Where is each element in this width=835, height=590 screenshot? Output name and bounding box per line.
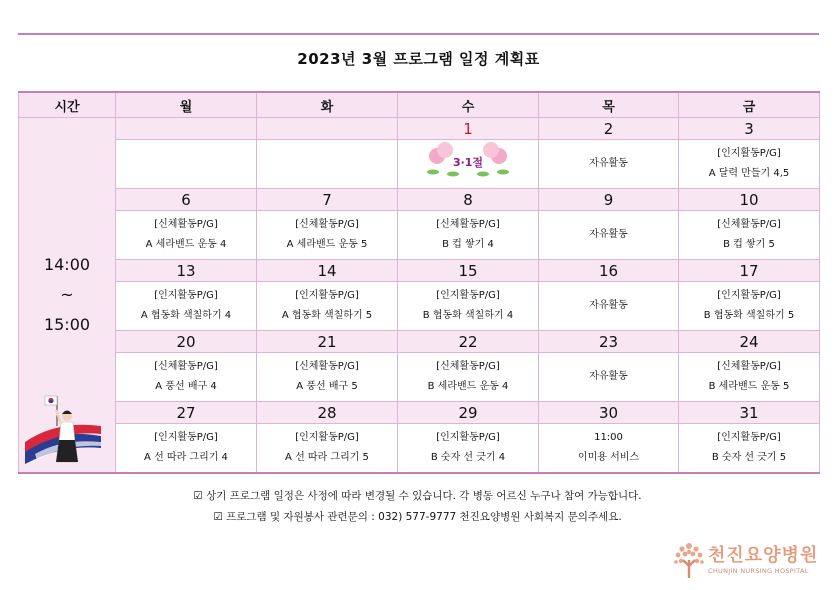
date-number: 17	[679, 260, 820, 282]
hospital-logo	[672, 540, 832, 580]
date-number: 22	[398, 331, 539, 353]
activity-category: 자유활동	[589, 158, 628, 169]
activity-cell	[679, 140, 820, 189]
header-thu: 목	[539, 92, 679, 118]
activity-detail: B 세라밴드 운동 5	[708, 381, 790, 392]
logo-name: 천진요양병원	[708, 545, 819, 566]
activity-cell	[398, 282, 539, 331]
activity-cell	[398, 211, 539, 260]
activity-cell	[257, 140, 398, 189]
header-tue: 화	[257, 92, 398, 118]
activity-cell	[539, 282, 679, 331]
note-2: ☑ 프로그램 및 자원봉사 관련문의 : 032) 577-9777 천진요양병원 사회복지 문의주세요.	[213, 511, 622, 523]
time-separator: ~	[60, 285, 74, 304]
date-number: 29	[398, 402, 539, 424]
header-wed: 수	[398, 92, 539, 118]
activity-cell	[679, 424, 820, 474]
activity-detail: A 풍선 배구 4	[155, 381, 217, 392]
date-number: 3	[679, 118, 820, 140]
date-number: 10	[679, 189, 820, 211]
activity-cell	[679, 211, 820, 260]
activity-detail: A 선 따라 그리기 4	[144, 452, 228, 463]
date-number: 24	[679, 331, 820, 353]
time-end: 15:00	[43, 315, 91, 334]
activity-detail: A 세라밴드 운동 4	[145, 239, 227, 250]
activity-cell	[539, 140, 679, 189]
activity-detail: B 숫자 선 긋기 5	[711, 452, 787, 463]
date-number: 21	[257, 331, 398, 353]
schedule-table	[18, 91, 820, 474]
activity-category: [신체활동P/G]	[436, 219, 500, 230]
date-number: 16	[539, 260, 679, 282]
activity-row	[19, 211, 820, 260]
activity-detail: B 컵 쌓기 4	[442, 239, 494, 250]
activity-cell	[116, 424, 257, 474]
activity-cell	[116, 282, 257, 331]
date-row	[19, 402, 820, 424]
activity-detail: A 협동화 색칠하기 5	[281, 310, 373, 321]
activity-category: [신체활동P/G]	[295, 219, 359, 230]
date-number: 7	[257, 189, 398, 211]
activity-category: [인지활동P/G]	[295, 290, 359, 301]
activity-category: [신체활동P/G]	[154, 361, 218, 372]
activity-category: [인지활동P/G]	[154, 432, 218, 443]
date-row	[19, 118, 820, 140]
activity-detail: B 협동화 색칠하기 5	[703, 310, 795, 321]
header-mon: 월	[116, 92, 257, 118]
date-number	[257, 118, 398, 140]
activity-row	[19, 424, 820, 474]
activity-cell	[398, 353, 539, 402]
samiljeol-label: 3·1절	[452, 156, 484, 169]
note-1: ☑ 상기 프로그램 일정은 사정에 따라 변경될 수 있습니다. 각 병동 어르신 누구나 참여 가능합니다.	[193, 490, 642, 502]
activity-detail: B 협동화 색칠하기 4	[422, 310, 514, 321]
activity-cell	[116, 211, 257, 260]
date-number: 27	[116, 402, 257, 424]
date-row	[19, 260, 820, 282]
activity-detail: 이미용 서비스	[577, 452, 640, 463]
header-time: 시간	[19, 92, 116, 118]
activity-category: [인지활동P/G]	[717, 290, 781, 301]
activity-row	[19, 140, 820, 189]
date-number: 15	[398, 260, 539, 282]
date-number: 1	[398, 118, 539, 140]
activity-category: 11:00	[594, 432, 623, 443]
date-number: 6	[116, 189, 257, 211]
activity-category: [신체활동P/G]	[717, 219, 781, 230]
activity-category: [인지활동P/G]	[717, 148, 781, 159]
time-cell	[19, 118, 116, 474]
activity-category: 자유활동	[589, 229, 628, 240]
activity-detail: B 숫자 선 긋기 4	[430, 452, 506, 463]
activity-cell	[398, 424, 539, 474]
activity-cell	[257, 353, 398, 402]
flag-waving-figure-image	[23, 392, 103, 468]
activity-cell	[539, 211, 679, 260]
date-number: 13	[116, 260, 257, 282]
date-number: 14	[257, 260, 398, 282]
activity-detail: A 세라밴드 운동 5	[286, 239, 368, 250]
activity-detail: B 세라밴드 운동 4	[427, 381, 509, 392]
top-divider	[18, 33, 819, 35]
activity-category: [신체활동P/G]	[154, 219, 218, 230]
activity-category: [신체활동P/G]	[436, 361, 500, 372]
activity-category: [신체활동P/G]	[295, 361, 359, 372]
header-row	[19, 92, 820, 118]
date-number	[116, 118, 257, 140]
activity-category: [인지활동P/G]	[436, 290, 500, 301]
date-row	[19, 189, 820, 211]
activity-category: [인지활동P/G]	[154, 290, 218, 301]
date-number: 2	[539, 118, 679, 140]
activity-detail: A 달력 만들기 4,5	[708, 168, 790, 179]
activity-cell	[398, 140, 539, 189]
date-number: 30	[539, 402, 679, 424]
activity-detail: A 선 따라 그리기 5	[285, 452, 369, 463]
date-row	[19, 331, 820, 353]
activity-cell	[116, 353, 257, 402]
activity-cell	[257, 424, 398, 474]
activity-cell	[116, 140, 257, 189]
date-number: 28	[257, 402, 398, 424]
date-number: 31	[679, 402, 820, 424]
activity-category: [신체활동P/G]	[717, 361, 781, 372]
activity-cell	[679, 353, 820, 402]
activity-row	[19, 353, 820, 402]
tree-logo-icon	[672, 540, 706, 580]
activity-cell	[257, 282, 398, 331]
activity-cell	[679, 282, 820, 331]
activity-category: [인지활동P/G]	[295, 432, 359, 443]
activity-category: 자유활동	[589, 371, 628, 382]
activity-category: [인지활동P/G]	[436, 432, 500, 443]
activity-detail: A 풍선 배구 5	[296, 381, 358, 392]
activity-cell	[257, 211, 398, 260]
activity-category: [인지활동P/G]	[717, 432, 781, 443]
logo-subtitle: CHUNJIN NURSING HOSPITAL	[708, 567, 809, 575]
time-start: 14:00	[43, 255, 91, 274]
samiljeol-flower-image	[423, 140, 513, 180]
activity-detail: A 협동화 색칠하기 4	[140, 310, 232, 321]
activity-detail: B 컵 쌓기 5	[723, 239, 775, 250]
activity-row	[19, 282, 820, 331]
activity-category: 자유활동	[589, 300, 628, 311]
activity-cell	[539, 424, 679, 474]
header-fri: 금	[679, 92, 820, 118]
activity-cell	[539, 353, 679, 402]
page-title: 2023년 3월 프로그램 일정 계획표	[297, 50, 540, 68]
date-number: 20	[116, 331, 257, 353]
date-number: 9	[539, 189, 679, 211]
date-number: 8	[398, 189, 539, 211]
date-number: 23	[539, 331, 679, 353]
